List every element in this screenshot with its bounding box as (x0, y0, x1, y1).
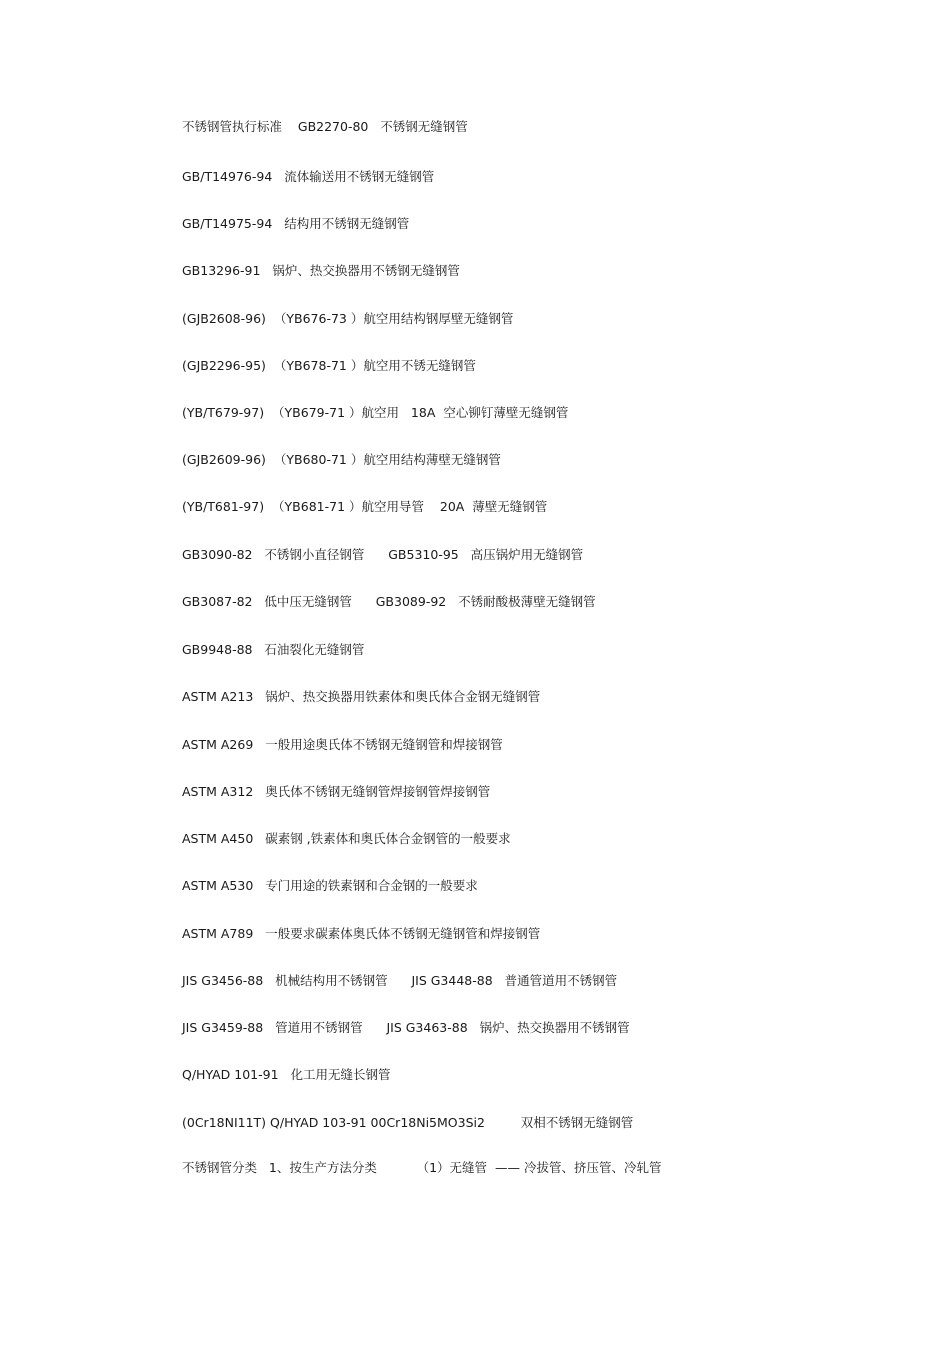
standard-line-9: (YB/T681-97) （YB681-71 ）航空用导管 20A 薄壁无缝钢管 (182, 499, 548, 514)
standard-line-16: ASTM A450 碳素钢 ,铁素体和奥氏体合金钢管的一般要求 (182, 831, 511, 846)
standard-line-3: GB/T14975-94 结构用不锈钢无缝钢管 (182, 216, 410, 231)
standard-line-22: (0Cr18NI11T) Q/HYAD 103-91 00Cr18Ni5MO3Si2 双相不锈钢无缝钢管 (182, 1115, 634, 1130)
standard-line-12: GB9948-88 石油裂化无缝钢管 (182, 642, 365, 657)
standard-line-7: (YB/T679-97) （YB679-71 ）航空用 18A 空心铆钉薄壁无缝钢管 (182, 405, 569, 420)
standard-line-5: (GJB2608-96) （YB676-73 ）航空用结构钢厚壁无缝钢管 (182, 311, 514, 326)
standard-line-11: GB3087-82 低中压无缝钢管 GB3089-92 不锈耐酸极薄壁无缝钢管 (182, 594, 596, 609)
standard-line-10: GB3090-82 不锈钢小直径钢管 GB5310-95 高压锅炉用无缝钢管 (182, 547, 584, 562)
standard-line-20: JIS G3459-88 管道用不锈钢管 JIS G3463-88 锅炉、热交换器用不锈钢管 (182, 1020, 630, 1035)
standard-line-21: Q/HYAD 101-91 化工用无缝长钢管 (182, 1067, 391, 1082)
standard-line-2: GB/T14976-94 流体输送用不锈钢无缝钢管 (182, 169, 435, 184)
standard-line-4: GB13296-91 锅炉、热交换器用不锈钢无缝钢管 (182, 263, 460, 278)
standard-line-13: ASTM A213 锅炉、热交换器用铁素体和奥氏体合金钢无缝钢管 (182, 689, 541, 704)
standard-line-17: ASTM A530 专门用途的铁素钢和合金钢的一般要求 (182, 878, 478, 893)
classification-line: 不锈钢管分类 1、按生产方法分类 （1）无缝管 —— 冷拔管、挤压管、冷轧管 (182, 1160, 662, 1175)
standard-line-1: 不锈钢管执行标准 GB2270-80 不锈钢无缝钢管 (182, 119, 468, 134)
standard-line-15: ASTM A312 奥氏体不锈钢无缝钢管焊接钢管焊接钢管 (182, 784, 491, 799)
standard-line-14: ASTM A269 一般用途奥氏体不锈钢无缝钢管和焊接钢管 (182, 737, 503, 752)
standard-line-19: JIS G3456-88 机械结构用不锈钢管 JIS G3448-88 普通管道用不锈钢管 (182, 973, 618, 988)
standard-line-8: (GJB2609-96) （YB680-71 ）航空用结构薄壁无缝钢管 (182, 452, 501, 467)
standard-line-6: (GJB2296-95) （YB678-71 ）航空用不锈无缝钢管 (182, 358, 476, 373)
standard-line-18: ASTM A789 一般要求碳素体奥氏体不锈钢无缝钢管和焊接钢管 (182, 926, 541, 941)
